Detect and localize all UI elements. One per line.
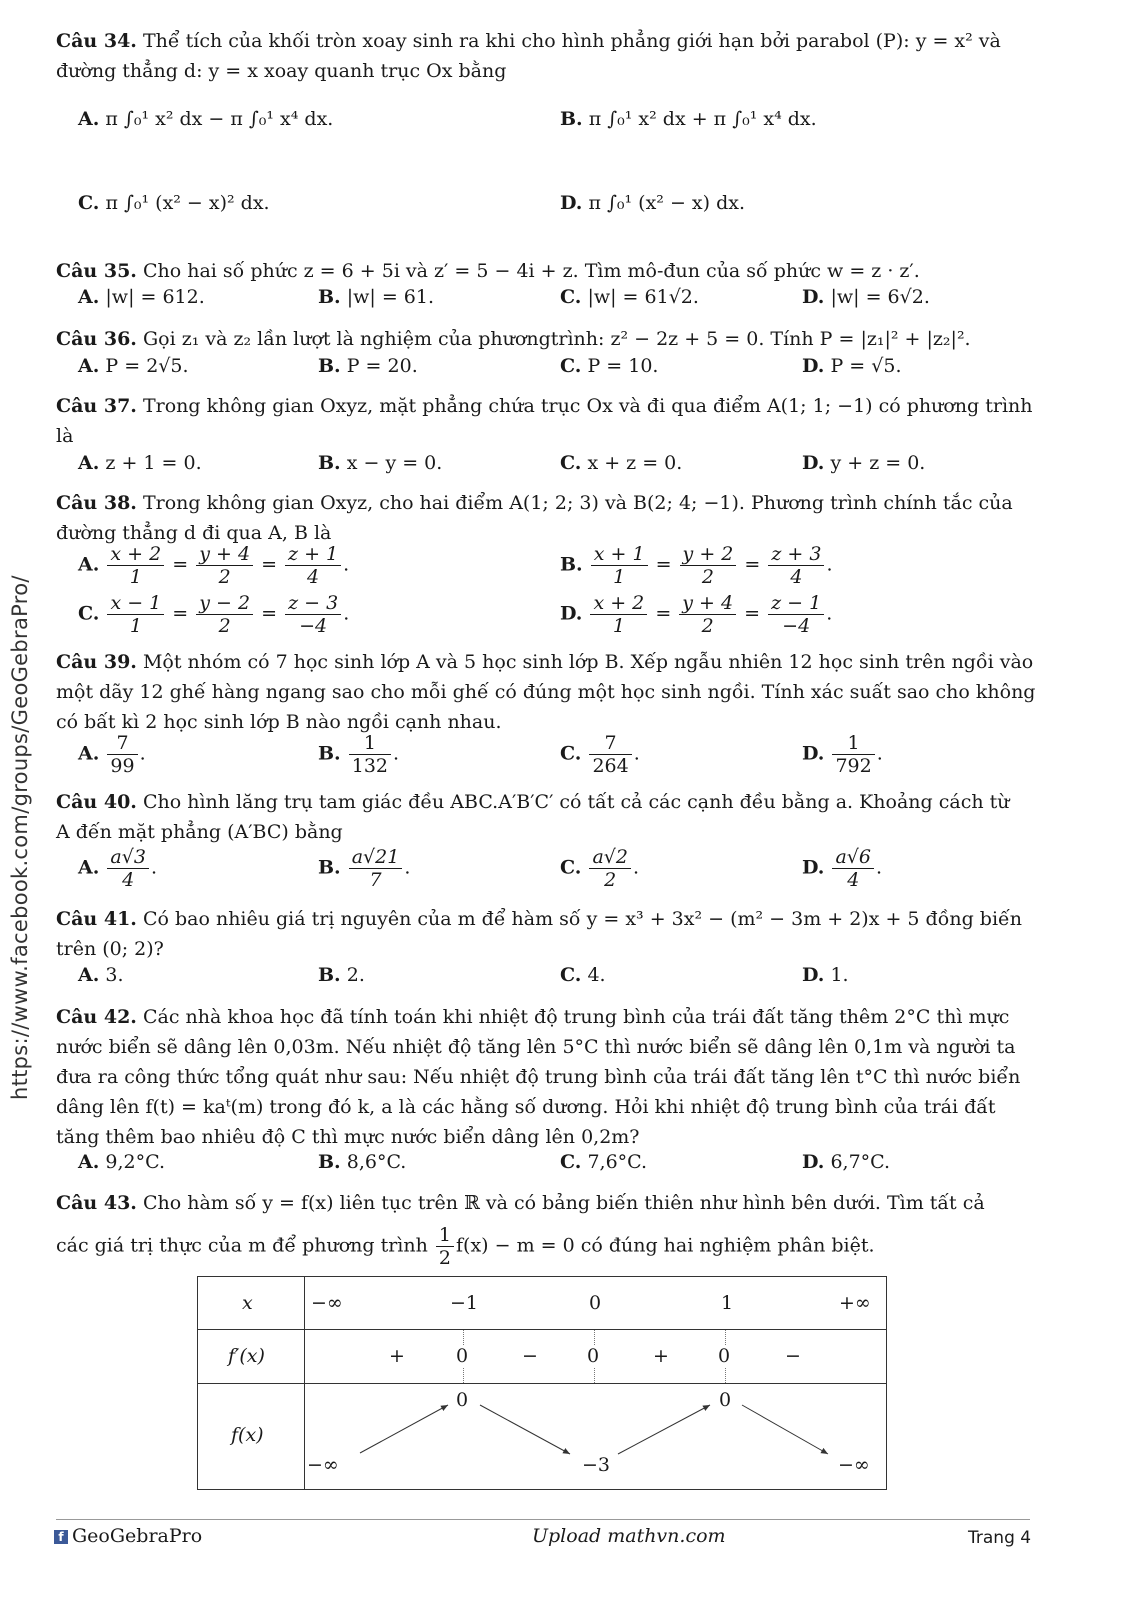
footer-brand[interactable] (54, 1525, 202, 1547)
q43-label: Câu 43. (56, 1192, 137, 1214)
q42-stem-d: dâng lên f(t) = kaᵗ(m) trong đó k, a là các hằng số dương. Hỏi khi nhiệt độ trung bình của trái đất (56, 1096, 996, 1118)
q43-stem-a: Cho hàm số y = f(x) liên tục trên ℝ và có bảng biến thiên như hình bên dưới. Tìm tất cả (142, 1192, 985, 1214)
q35-stem: Cho hai số phức z = 6 + 5i và z′ = 5 − 4i + z. Tìm mô-đun của số phức w = z · z′. (142, 260, 920, 282)
q35-option-b-text: |w| = 61. (346, 286, 435, 308)
q38-option-d[interactable]: D. $\frac{x + 2}{1}$ = $\frac{y + 4}{2}$ = $\frac{z - 1}{-4}$ . (560, 592, 833, 637)
f-val-right: −∞ (838, 1454, 870, 1476)
table-x-label: x (242, 1292, 253, 1314)
f-val-left: −∞ (307, 1454, 339, 1476)
q42-option-a[interactable]: A. 9,2°C. (78, 1151, 166, 1173)
q36-option-a[interactable]: A. P = 2√5. (78, 355, 189, 377)
table-f-label: f(x) (231, 1424, 264, 1446)
q37-option-b[interactable]: B. x − y = 0. (318, 452, 443, 474)
q41-stem-a: Có bao nhiêu giá trị nguyên của m để hàm số y = x³ + 3x² − (m² − 3m + 2)x + 5 đồng biến (142, 908, 1022, 930)
q36-option-d[interactable]: D. P = √5. (802, 355, 902, 377)
q39-stem-b: một dãy 12 ghế hàng ngang sao cho mỗi ghế có đúng một học sinh ngồi. Tính xác suất sao cho không (56, 681, 1036, 703)
q36-option-c-text: P = 10. (587, 355, 659, 377)
q34-option-d-text: π ∫₀¹ (x² − x) dx. (588, 192, 745, 214)
q35-option-d[interactable]: D. |w| = 6√2. (802, 286, 930, 308)
q41-option-c[interactable]: C. 4. (560, 964, 606, 986)
q42-stem-e: tăng thêm bao nhiêu độ C thì mực nước biển dâng lên 0,2m? (56, 1126, 640, 1148)
q34-stem-a: Thể tích của khối tròn xoay sinh ra khi cho hình phẳng giới hạn bởi parabol (P): y = x² và (142, 30, 1001, 52)
q41-option-b[interactable]: B. 2. (318, 964, 365, 986)
q37-option-d-text: y + z = 0. (830, 452, 926, 474)
q40-label: Câu 40. (56, 791, 137, 813)
q37-option-c-text: x + z = 0. (587, 452, 683, 474)
arrow-decrease-1 (480, 1405, 570, 1454)
q40-stem-b: A đến mặt phẳng (A′BC) bằng (56, 821, 343, 843)
q41-option-d[interactable]: D. 1. (802, 964, 849, 986)
q42-stem-c: đưa ra công thức tổng quát như sau: Nếu nhiệt độ trung bình của trái đất tăng lên t°C thì nước biển (56, 1066, 1021, 1088)
q37-option-a-text: z + 1 = 0. (105, 452, 202, 474)
question-38 (56, 488, 1056, 548)
q40-stem-a: Cho hình lăng trụ tam giác đều ABC.A′B′C′ có tất cả các cạnh đều bằng a. Khoảng cách từ (142, 791, 1010, 813)
q38-c-frac-z: $\frac{z - 3}{-4}$ (285, 592, 341, 637)
arrow-decrease-2 (742, 1405, 828, 1454)
q38-d-frac-y: $\frac{y + 4}{2}$ (679, 592, 736, 637)
x-val-neg-one: −1 (450, 1292, 479, 1314)
question-37 (56, 391, 1056, 451)
q39-option-a[interactable]: A. $\frac{7}{99}$ . (78, 732, 146, 777)
question-42 (56, 1002, 1056, 1152)
q39-label: Câu 39. (56, 651, 137, 673)
q37-label: Câu 37. (56, 395, 137, 417)
side-url-watermark: https://www.facebook.com/groups/GeoGebraPro/ (8, 575, 32, 1100)
q38-d-frac-z: $\frac{z - 1}{-4}$ (768, 592, 824, 637)
q38-option-c[interactable]: C. $\frac{x - 1}{1}$ = $\frac{y - 2}{2}$ = $\frac{z - 3}{-4}$ . (78, 592, 350, 637)
q34-stem-b: đường thẳng d: y = x xoay quanh trục Ox bằng (56, 60, 507, 82)
q38-stem-b: đường thẳng d đi qua A, B là (56, 522, 332, 544)
footer-brand-text: GeoGebraPro (72, 1525, 203, 1547)
q42-option-d[interactable]: D. 6,7°C. (802, 1151, 891, 1173)
q42-stem-b: nước biển sẽ dâng lên 0,03m. Nếu nhiệt độ tăng lên 5°C thì nước biển sẽ dâng lên 0,1m và người ta (56, 1036, 1016, 1058)
question-34 (56, 26, 1056, 86)
arrow-increase-2 (618, 1405, 710, 1454)
q42-option-b[interactable]: B. 8,6°C. (318, 1151, 407, 1173)
question-43 (56, 1188, 1056, 1269)
q35-option-a-text: |w| = 612. (105, 286, 205, 308)
q38-option-a[interactable]: A. $\frac{x + 2}{1}$ = $\frac{y + 4}{2}$ = $\frac{z + 1}{4}$ . (78, 543, 350, 588)
sign-zero-1: 0 (456, 1345, 469, 1367)
q34-option-a-text: π ∫₀¹ x² dx − π ∫₀¹ x⁴ dx. (105, 108, 334, 130)
x-val-neg-inf: −∞ (311, 1292, 343, 1314)
q38-a-frac-z: $\frac{z + 1}{4}$ (285, 543, 341, 588)
q40-option-b[interactable]: B. $\frac{a√21}{7}$ . (318, 846, 411, 891)
table-fprime-label: f′(x) (228, 1345, 265, 1367)
q37-option-a[interactable]: A. z + 1 = 0. (78, 452, 202, 474)
q38-b-frac-y: $\frac{y + 2}{2}$ (680, 543, 737, 588)
q35-option-c[interactable]: C. |w| = 61√2. (560, 286, 699, 308)
q37-stem-a: Trong không gian Oxyz, mặt phẳng chứa trục Ox và đi qua điểm A(1; 1; −1) có phương trình (142, 395, 1033, 417)
variation-arrows (198, 1277, 886, 1489)
q41-label: Câu 41. (56, 908, 137, 930)
q36-option-b[interactable]: B. P = 20. (318, 355, 418, 377)
q38-b-frac-z: $\frac{z + 3}{4}$ (768, 543, 824, 588)
q34-option-a[interactable]: A. π ∫₀¹ x² dx − π ∫₀¹ x⁴ dx. (78, 108, 334, 130)
q38-option-b[interactable]: B. $\frac{x + 1}{1}$ = $\frac{y + 2}{2}$ = $\frac{z + 3}{4}$ . (560, 543, 833, 588)
q38-a-frac-y: $\frac{y + 4}{2}$ (196, 543, 253, 588)
sign-plus-2: + (653, 1345, 669, 1367)
q43-stem-b1: các giá trị thực của m để phương trình (56, 1234, 428, 1257)
x-val-zero: 0 (589, 1292, 602, 1314)
q38-c-frac-x: $\frac{x - 1}{1}$ (107, 592, 164, 637)
q34-option-c[interactable]: C. π ∫₀¹ (x² − x)² dx. (78, 192, 270, 214)
q40-option-a[interactable]: A. $\frac{a√3}{4}$ . (78, 846, 157, 891)
q39-option-d[interactable]: D. $\frac{1}{792}$ . (802, 732, 883, 777)
facebook-icon: f (54, 1530, 68, 1544)
page-number: Trang 4 (968, 1528, 1032, 1548)
sign-minus-2: − (785, 1345, 801, 1367)
q35-option-b[interactable]: B. |w| = 61. (318, 286, 435, 308)
q42-label: Câu 42. (56, 1006, 137, 1028)
sign-minus-1: − (522, 1345, 538, 1367)
q34-label: Câu 34. (56, 30, 137, 52)
f-val-peak1: 0 (456, 1389, 469, 1411)
q35-label: Câu 35. (56, 260, 137, 282)
sign-zero-3: 0 (718, 1345, 731, 1367)
footer-center: Upload mathvn.com (532, 1525, 726, 1547)
q38-c-frac-y: $\frac{y - 2}{2}$ (196, 592, 253, 637)
q39-stem-a: Một nhóm có 7 học sinh lớp A và 5 học sinh lớp B. Xếp ngẫu nhiên 12 học sinh trên ngồi vào (142, 651, 1034, 673)
q43-half-fraction: $\frac{1}{2}$ (436, 1224, 454, 1269)
q38-b-frac-x: $\frac{x + 1}{1}$ (591, 543, 648, 588)
question-39 (56, 647, 1056, 737)
q43-stem-b2: f(x) − m = 0 có đúng hai nghiệm phân biệt. (456, 1234, 875, 1257)
q40-option-c[interactable]: C. $\frac{a√2}{2}$ . (560, 846, 640, 891)
q40-option-d[interactable]: D. $\frac{a√6}{4}$ . (802, 846, 883, 891)
q36-option-d-text: P = √5. (830, 355, 902, 377)
f-val-valley: −3 (582, 1454, 611, 1476)
q37-option-c[interactable]: C. x + z = 0. (560, 452, 683, 474)
q35-option-a[interactable]: A. |w| = 612. (78, 286, 205, 308)
question-40 (56, 787, 1056, 847)
question-36 (56, 324, 1056, 354)
sign-plus-1: + (389, 1345, 405, 1367)
q41-stem-b: trên (0; 2)? (56, 938, 164, 960)
q39-option-c[interactable]: C. $\frac{7}{264}$ . (560, 732, 640, 777)
sign-zero-2: 0 (587, 1345, 600, 1367)
q41-option-a[interactable]: A. 3. (78, 964, 124, 986)
q38-d-frac-x: $\frac{x + 2}{1}$ (590, 592, 647, 637)
q34-option-d[interactable]: D. π ∫₀¹ (x² − x) dx. (560, 192, 745, 214)
variation-table (197, 1276, 887, 1490)
q36-option-a-text: P = 2√5. (105, 355, 189, 377)
arrow-increase-1 (360, 1405, 448, 1453)
x-val-pos-inf: +∞ (839, 1292, 871, 1314)
q35-option-d-text: |w| = 6√2. (830, 286, 930, 308)
q36-option-b-text: P = 20. (346, 355, 418, 377)
q39-stem-c: có bất kì 2 học sinh lớp B nào ngồi cạnh nhau. (56, 711, 502, 733)
question-41 (56, 904, 1056, 964)
q38-a-frac-x: $\frac{x + 2}{1}$ (107, 543, 164, 588)
q38-label: Câu 38. (56, 492, 137, 514)
q37-option-b-text: x − y = 0. (346, 452, 443, 474)
question-35 (56, 256, 1056, 286)
f-val-peak2: 0 (719, 1389, 732, 1411)
footer-divider (56, 1519, 1030, 1520)
q37-option-d[interactable]: D. y + z = 0. (802, 452, 926, 474)
q34-option-b[interactable]: B. π ∫₀¹ x² dx + π ∫₀¹ x⁴ dx. (560, 108, 817, 130)
q42-option-c[interactable]: C. 7,6°C. (560, 1151, 648, 1173)
q35-option-c-text: |w| = 61√2. (587, 286, 699, 308)
q34-option-c-text: π ∫₀¹ (x² − x)² dx. (105, 192, 270, 214)
q39-option-b[interactable]: B. $\frac{1}{132}$ . (318, 732, 400, 777)
x-val-one: 1 (721, 1292, 734, 1314)
q36-option-c[interactable]: C. P = 10. (560, 355, 659, 377)
q36-stem: Gọi z₁ và z₂ lần lượt là nghiệm của phươngtrình: z² − 2z + 5 = 0. Tính P = |z₁|² + |z₂|². (142, 328, 971, 350)
q36-label: Câu 36. (56, 328, 137, 350)
q37-stem-b: là (56, 425, 74, 447)
q38-stem-a: Trong không gian Oxyz, cho hai điểm A(1; 2; 3) và B(2; 4; −1). Phương trình chính tắc của (142, 492, 1013, 514)
q42-stem-a: Các nhà khoa học đã tính toán khi nhiệt độ trung bình của trái đất tăng thêm 2°C thì mực (142, 1006, 1010, 1028)
q34-option-b-text: π ∫₀¹ x² dx + π ∫₀¹ x⁴ dx. (588, 108, 817, 130)
